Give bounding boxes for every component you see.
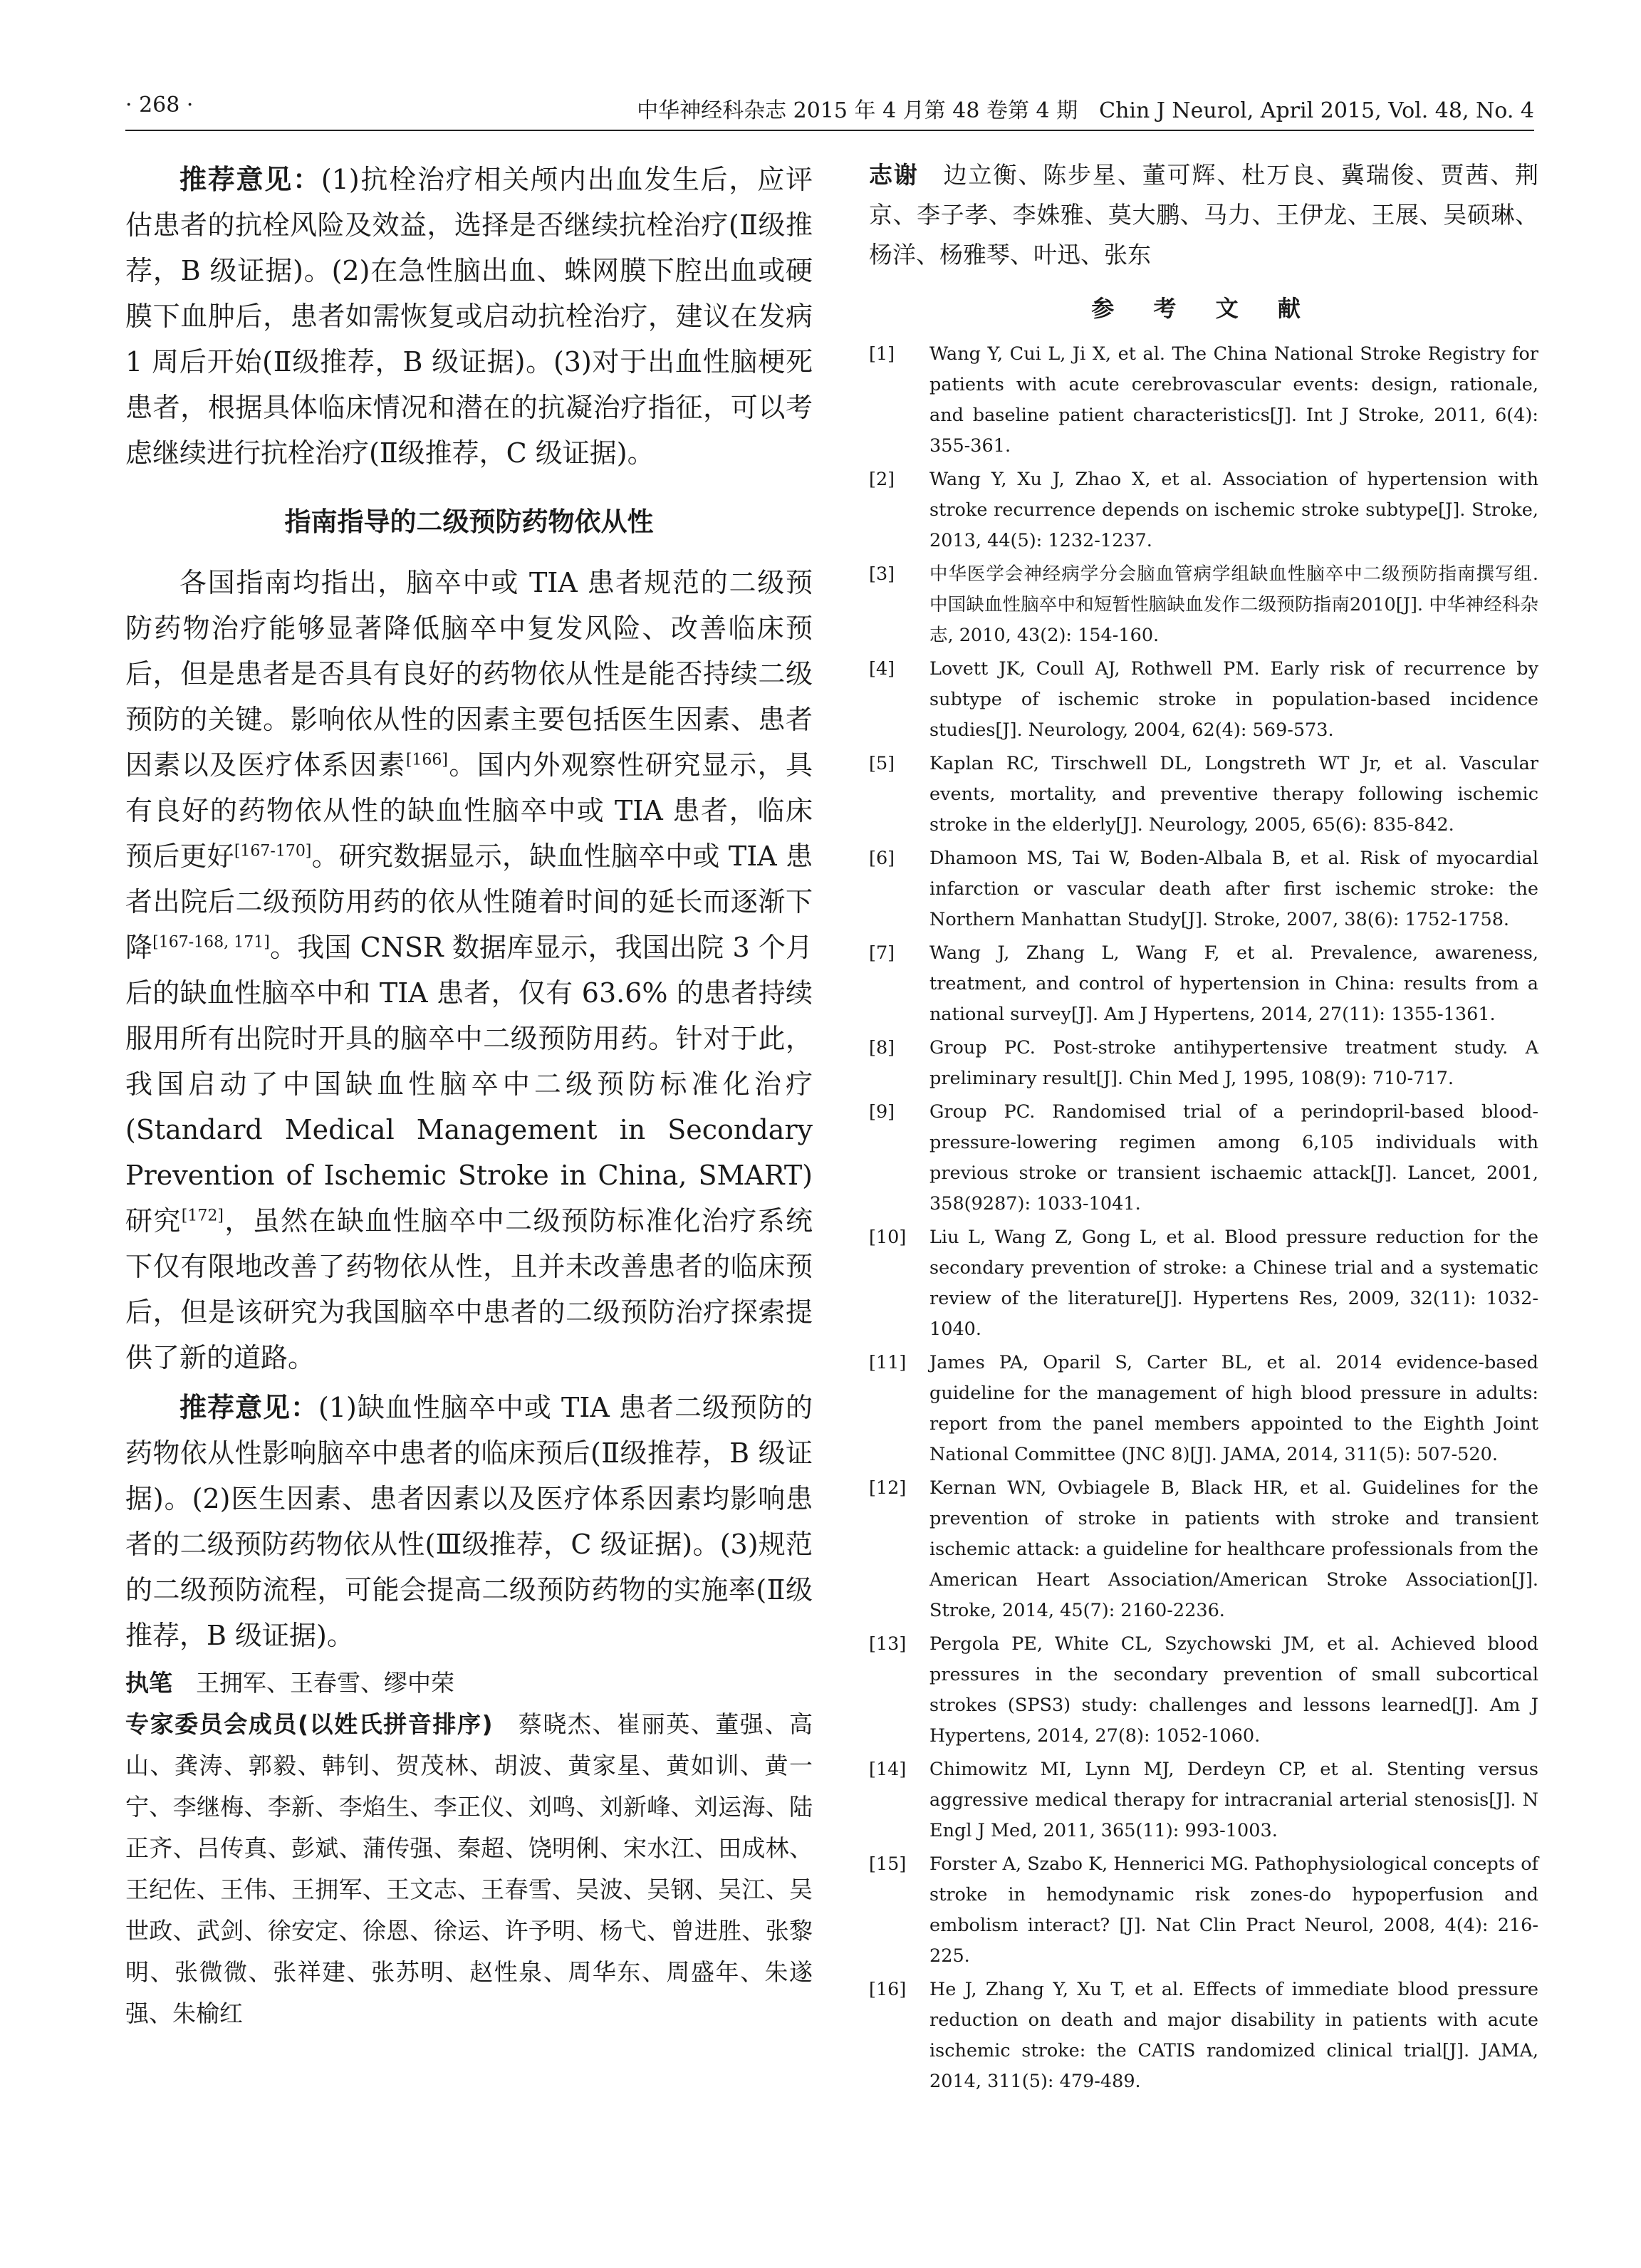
reference-number: [8] (869, 1037, 895, 1058)
reference-text: Group PC. Post-stroke antihypertensive treatment study. A preliminary result[J]. Chin Med J, 1995, 108(9): 710-717. (929, 1037, 1538, 1089)
references-title: 参 考 文 献 (1091, 295, 1316, 322)
section-title: 指南指导的二级预防药物依从性 (284, 506, 654, 537)
reference-text: Dhamoon MS, Tai W, Boden-Albala B, et al. Risk of myocardial infarction or vascular death after first ischemic stroke: the Northern Manhattan Study[J]. Stroke, 2007, 38(6): 1752-1758. (929, 848, 1538, 930)
reference-item (869, 843, 1538, 935)
reference-item (869, 1348, 1538, 1470)
reference-number: [4] (869, 658, 895, 680)
reference-text: He J, Zhang Y, Xu T, et al. Effects of immediate blood pressure reduction on death and major disability in patients with acute ischemic stroke: the CATIS randomized clinical trial[J]. JAMA, 2014, 311(5): 479-489. (929, 1979, 1538, 2092)
body-paragraph (125, 560, 813, 1380)
reference-item (869, 1754, 1538, 1846)
reference-item (869, 339, 1538, 462)
committee-label: 专家委员会成员(以姓氏拼音排序) (125, 1710, 493, 1738)
right-column (869, 155, 1538, 2100)
reference-text: Kaplan RC, Tirschwell DL, Longstreth WT Jr, et al. Vascular events, mortality, and preventive therapy following ischemic stroke in the elderly[J]. Neurology, 2005, 65(6): 835-842. (929, 753, 1538, 836)
reference-item (869, 654, 1538, 746)
journal-title: 中华神经科杂志 2015 年 4 月第 48 卷第 4 期 Chin J Neurol, April 2015, Vol. 48, No. 4 (637, 98, 1534, 123)
recommendation-2 (125, 1385, 813, 1658)
reference-text: Forster A, Szabo K, Hennerici MG. Pathophysiological concepts of stroke in hemodynamic risk zones-do hypoperfusion and embolism interact? [J]. Nat Clin Pract Neurol, 2008, 4(4): 216-225. (929, 1853, 1538, 1967)
reference-number: [13] (869, 1633, 907, 1655)
reference-item (869, 1629, 1538, 1752)
reference-number: [14] (869, 1759, 907, 1780)
reference-number: [12] (869, 1477, 907, 1499)
recommendation-1 (125, 157, 813, 476)
page-header (125, 90, 1534, 131)
reference-number: [10] (869, 1227, 907, 1248)
page-number: · 268 · (125, 93, 194, 118)
reference-text: James PA, Oparil S, Carter BL, et al. 2014 evidence-based guideline for the management of high blood pressure in adults: report from the panel members appointed to the Eighth Joint National Committee (JNC 8)[J]. JAMA, 2014, 311(5): 507-520. (929, 1352, 1538, 1465)
recommendation-text: (1)缺血性脑卒中或 TIA 患者二级预防的药物依从性影响脑卒中患者的临床预后(Ⅱ级推荐，B 级证据)。(2)医生因素、患者因素以及医疗体系因素均影响患者的二级预防药物依从性(Ⅲ级推荐，C 级证据)。(3)规范的二级预防流程，可能会提高二级预防药物的实施率(Ⅱ级推荐，B 级证据)。 (125, 1392, 813, 1651)
reference-list (869, 339, 1538, 2097)
reference-text: Lovett JK, Coull AJ, Rothwell PM. Early risk of recurrence by subtype of ischemic stroke in population-based incidence studies[J]. Neurology, 2004, 62(4): 569-573. (929, 658, 1538, 741)
reference-text: Kernan WN, Ovbiagele B, Black HR, et al. Guidelines for the prevention of stroke in patients with stroke and transient ischemic attack: a guideline for healthcare professionals from the American Heart Association/American Stroke Association[J]. Stroke, 2014, 45(7): 2160-2236. (929, 1477, 1538, 1621)
reference-number: [16] (869, 1979, 907, 2000)
reference-text: Wang Y, Cui L, Ji X, et al. The China National Stroke Registry for patients with acute cerebrovascular events: design, rationale, and baseline patient characteristics[J]. Int J Stroke, 2011, 6(4): 355-361. (929, 343, 1538, 457)
recommendation-label: 推荐意见： (179, 164, 321, 195)
body-text: 各国指南均指出，脑卒中或 TIA 患者规范的二级预防药物治疗能够显著降低脑卒中复发风险、改善临床预后，但是患者是否具有良好的药物依从性是能否持续二级预防的关键。影响依从性的因素主要包括医生因素、患者因素以及医疗体系因素 (125, 567, 813, 781)
ack-names: 边立衡、陈步星、董可辉、杜万良、冀瑞俊、贾茜、荆京、李子孝、李姝雅、莫大鹏、马力、王伊龙、王展、吴硕琳、杨洋、杨雅琴、叶迅、张东 (869, 161, 1539, 269)
authors-names: 王拥军、王春雪、缪中荣 (196, 1669, 454, 1697)
reference-item (869, 1975, 1538, 2097)
reference-text: 中华医学会神经病学分会脑血管病学组缺血性脑卒中二级预防指南撰写组. 中国缺血性脑卒中和短暂性脑缺血发作二级预防指南2010[J]. 中华神经科杂志, 2010, 43(2): 154-160. (929, 563, 1538, 646)
reference-number: [5] (869, 753, 895, 774)
citation: [167-170] (234, 842, 312, 860)
reference-number: [6] (869, 848, 895, 869)
body-text: ，虽然在缺血性脑卒中二级预防标准化治疗系统下仅有限地改善了药物依从性，且并未改善患者的临床预后，但是该研究为我国脑卒中患者的二级预防治疗探索提供了新的道路。 (125, 1205, 813, 1373)
reference-number: [15] (869, 1853, 907, 1875)
reference-number: [1] (869, 343, 895, 365)
reference-item (869, 749, 1538, 841)
reference-item (869, 1473, 1538, 1626)
reference-text: Liu L, Wang Z, Gong L, et al. Blood pressure reduction for the secondary prevention of stroke: a Chinese trial and a systematic review of the literature[J]. Hypertens Res, 2009, 32(11): 1032-1040. (929, 1227, 1538, 1340)
reference-number: [3] (869, 563, 895, 585)
reference-text: Wang Y, Xu J, Zhao X, et al. Association of hypertension with stroke recurrence depends on ischemic stroke subtype[J]. Stroke, 2013, 44(5): 1232-1237. (929, 469, 1538, 551)
body-text: 。研究数据显示，缺血性脑卒中或 TIA 患者出院后二级预防用药的依从性随着时间的延长而逐渐下降 (125, 841, 813, 963)
reference-item (869, 1033, 1538, 1094)
citation: [166] (405, 751, 448, 769)
committee-block (125, 1704, 813, 2034)
reference-item (869, 559, 1538, 651)
recommendation-text: (1)抗栓治疗相关颅内出血发生后，应评估患者的抗栓风险及效益，选择是否继续抗栓治疗(Ⅱ级推荐，B 级证据)。(2)在急性脑出血、蛛网膜下腔出血或硬膜下血肿后，患者如需恢复或启动抗栓治疗，建议在发病 1 周后开始(Ⅱ级推荐，B 级证据)。(3)对于出血性脑梗死患者，根据具体临床情况和潜在的抗凝治疗指征，可以考虑继续进行抗栓治疗(Ⅱ级推荐，C 级证据)。 (125, 164, 813, 469)
reference-text: Pergola PE, White CL, Szychowski JM, et al. Achieved blood pressures in the secondary prevention of small subcortical strokes (SPS3) study: challenges and lessons learned[J]. Am J Hypertens, 2014, 27(8): 1052-1060. (929, 1633, 1538, 1747)
authors-label: 执笔 (125, 1669, 172, 1697)
reference-number: [2] (869, 469, 895, 490)
reference-item (869, 1222, 1538, 1345)
reference-text: Wang J, Zhang L, Wang F, et al. Prevalence, awareness, treatment, and control of hypertension in China: results from a national survey[J]. Am J Hypertens, 2014, 27(11): 1355-1361. (929, 942, 1538, 1025)
body-text: 。国内外观察性研究显示，具有良好的药物依从性的缺血性脑卒中或 TIA 患者，临床预后更好 (125, 749, 813, 872)
reference-item (869, 1097, 1538, 1219)
citation: [167-168, 171] (152, 933, 270, 952)
reference-item (869, 464, 1538, 556)
recommendation-label: 推荐意见： (179, 1392, 319, 1423)
reference-number: [9] (869, 1101, 895, 1123)
citation: [172] (181, 1207, 224, 1225)
reference-item (869, 938, 1538, 1030)
left-column (125, 157, 813, 2034)
reference-number: [7] (869, 942, 895, 964)
committee-names: 蔡晓杰、崔丽英、董强、高山、龚涛、郭毅、韩钊、贺茂林、胡波、黄家星、黄如训、黄一宁、李继梅、李新、李焰生、李正仪、刘鸣、刘新峰、刘运海、陆正齐、吕传真、彭斌、蒲传强、秦超、饶明俐、宋水江、田成林、王纪佐、王伟、王拥军、王文志、王春雪、吴波、吴钢、吴江、吴世政、武剑、徐安定、徐恩、徐运、许予明、杨弋、曾进胜、张黎明、张微微、张祥建、张苏明、赵性泉、周华东、周盛年、朱遂强、朱榆红 (125, 1710, 813, 2027)
reference-number: [11] (869, 1352, 907, 1373)
ack-label: 志谢 (869, 161, 919, 189)
acknowledgement (869, 155, 1538, 275)
reference-item (869, 1849, 1538, 1972)
body-text: 。我国 CNSR 数据库显示，我国出院 3 个月后的缺血性脑卒中和 TIA 患者，仅有 63.6% 的患者持续服用所有出院时开具的脑卒中二级预防用药。针对于此，我国启动了中国缺血性脑卒中二级预防标准化治疗(Standard Medical Management in Secondary Prevention of Ischemic Stroke in China, SMART)研究 (125, 932, 813, 1237)
authors-line (125, 1663, 813, 1704)
reference-text: Group PC. Randomised trial of a perindopril-based blood-pressure-lowering regimen among 6,105 individuals with previous stroke or transient ischaemic attack[J]. Lancet, 2001, 358(9287): 1033-1041. (929, 1101, 1538, 1214)
reference-text: Chimowitz MI, Lynn MJ, Derdeyn CP, et al. Stenting versus aggressive medical therapy for intracranial arterial stenosis[J]. N Engl J Med, 2011, 365(11): 993-1003. (929, 1759, 1538, 1841)
